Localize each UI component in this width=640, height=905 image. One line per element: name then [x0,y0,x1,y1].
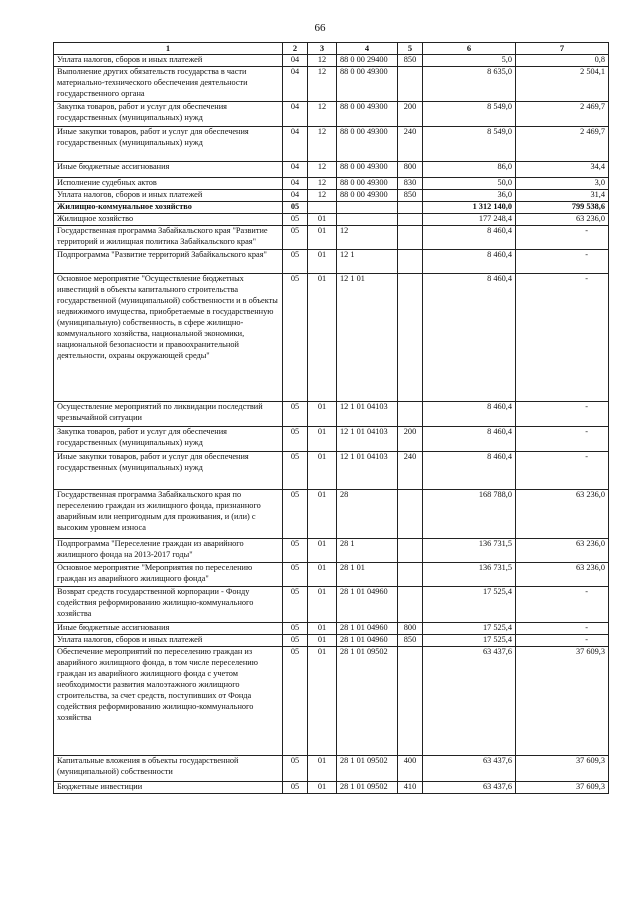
table-cell-7: 63 236,0 [516,539,609,563]
table-cell-5: 830 [398,178,423,190]
table-cell-5: 240 [398,452,423,490]
table-cell-1: Иные закупки товаров, работ и услуг для обеспечения государственных (муниципальных) нужд [54,452,283,490]
table-row [54,402,609,427]
table-cell-6: 8 460,4 [423,226,516,250]
table-cell-4: 88 0 00 49300 [337,67,398,102]
column-header: 4 [337,43,398,55]
table-cell-2: 04 [283,178,308,190]
table-cell-1: Государственная программа Забайкальского края "Развитие территорий и жилищная политика Забайкальского края" [54,226,283,250]
table-row [54,647,609,756]
table-cell-3: 12 [308,67,337,102]
table-row [54,178,609,190]
table-cell-2: 05 [283,647,308,756]
table-cell-1: Закупка товаров, работ и услуг для обеспечения государственных (муниципальных) нужд [54,102,283,127]
table-cell-6: 86,0 [423,162,516,178]
table-cell-2: 05 [283,226,308,250]
table-cell-2: 05 [283,427,308,452]
table-cell-4: 12 1 [337,250,398,274]
table-cell-2: 05 [283,402,308,427]
table-cell-4: 88 0 00 49300 [337,178,398,190]
table-row [54,623,609,635]
table-cell-7: 3,0 [516,178,609,190]
table-cell-3: 01 [308,756,337,782]
table-cell-5: 800 [398,623,423,635]
table-cell-7: 63 236,0 [516,214,609,226]
table-cell-3: 12 [308,178,337,190]
table-cell-4: 12 1 01 [337,274,398,402]
table-cell-6: 8 460,4 [423,452,516,490]
table-cell-1: Бюджетные инвестиции [54,782,283,794]
table-cell-6: 1 312 140,0 [423,202,516,214]
table-cell-4: 88 0 00 49300 [337,190,398,202]
table-cell-6: 63 437,6 [423,782,516,794]
table-cell-1: Осуществление мероприятий по ликвидации последствий чрезвычайной ситуации [54,402,283,427]
page-number: 66 [314,22,326,34]
table-cell-4: 28 1 01 09502 [337,756,398,782]
table-cell-7: - [516,250,609,274]
table-cell-4 [337,214,398,226]
table-cell-4: 12 1 01 04103 [337,402,398,427]
table-row [54,226,609,250]
table-cell-5 [398,647,423,756]
table-cell-1: Выполнение других обязательств государства в части материально-технического обеспечения деятельности государственного органа [54,67,283,102]
table-cell-6: 8 549,0 [423,102,516,127]
table-cell-6: 8 549,0 [423,127,516,162]
table-cell-5 [398,563,423,587]
table-cell-1: Основное мероприятие "Мероприятия по переселению граждан из аварийного жилищного фонда" [54,563,283,587]
table-cell-6: 177 248,4 [423,214,516,226]
table-cell-6: 17 525,4 [423,587,516,623]
budget-table [53,42,609,794]
table-cell-6: 50,0 [423,178,516,190]
table-row [54,635,609,647]
table-cell-1: Возврат средств государственной корпорации - Фонду содействия реформированию жилищно-коммунального хозяйства [54,587,283,623]
table-row [54,202,609,214]
table-cell-5: 800 [398,162,423,178]
table-cell-7: - [516,452,609,490]
table-cell-2: 04 [283,55,308,67]
table-cell-5 [398,250,423,274]
table-row [54,539,609,563]
table-cell-7: 799 538,6 [516,202,609,214]
table-cell-5 [398,202,423,214]
table-cell-4: 28 1 01 04960 [337,635,398,647]
table-cell-7: - [516,226,609,250]
table-row [54,452,609,490]
table-cell-7: 34,4 [516,162,609,178]
table-cell-3 [308,202,337,214]
column-header: 1 [54,43,283,55]
table-row [54,427,609,452]
table-cell-3: 01 [308,782,337,794]
table-cell-5: 850 [398,635,423,647]
table-cell-1: Уплата налогов, сборов и иных платежей [54,55,283,67]
table-row [54,782,609,794]
table-cell-6: 8 460,4 [423,274,516,402]
table-cell-1: Подпрограмма "Развитие территорий Забайкальского края" [54,250,283,274]
table-row [54,102,609,127]
table-cell-3: 01 [308,623,337,635]
table-cell-2: 04 [283,127,308,162]
table-cell-6: 8 460,4 [423,250,516,274]
table-cell-5 [398,274,423,402]
table-cell-3: 01 [308,427,337,452]
column-header: 7 [516,43,609,55]
table-cell-4: 12 [337,226,398,250]
column-header: 5 [398,43,423,55]
table-cell-1: Капитальные вложения в объекты государственной (муниципальной) собственности [54,756,283,782]
table-cell-2: 05 [283,274,308,402]
table-cell-2: 05 [283,623,308,635]
table-cell-6: 63 437,6 [423,647,516,756]
table-cell-4: 12 1 01 04103 [337,427,398,452]
table-cell-7: 37 609,3 [516,782,609,794]
table-row [54,214,609,226]
column-header: 2 [283,43,308,55]
table-cell-7: 31,4 [516,190,609,202]
table-cell-1: Основное мероприятие "Осуществление бюджетных инвестиций в объекты капитального строительства государственной (муниципальной) собственности и в объекты недвижимого имущества, приобретаемые в государственную (муниципальную) собственность, в сфере жилищно-коммунального хозяйства, национальной экономики, национальной безопасности и правоохранительной деятельности, охраны окружающей среды" [54,274,283,402]
table-cell-3: 01 [308,274,337,402]
table-cell-3: 01 [308,402,337,427]
table-cell-2: 04 [283,190,308,202]
table-cell-2: 05 [283,756,308,782]
table-cell-3: 12 [308,162,337,178]
table-row [54,67,609,102]
table-cell-2: 05 [283,782,308,794]
table-cell-6: 8 460,4 [423,427,516,452]
table-cell-5 [398,214,423,226]
table-cell-7: 2 469,7 [516,102,609,127]
table-cell-1: Подпрограмма "Переселение граждан из аварийного жилищного фонда на 2013-2017 годы" [54,539,283,563]
table-cell-6: 8 635,0 [423,67,516,102]
table-cell-2: 05 [283,250,308,274]
table-cell-1: Закупка товаров, работ и услуг для обеспечения государственных (муниципальных) нужд [54,427,283,452]
table-cell-4: 28 1 01 04960 [337,587,398,623]
table-cell-5 [398,67,423,102]
table-cell-6: 8 460,4 [423,402,516,427]
table-cell-5: 400 [398,756,423,782]
table-cell-2: 05 [283,539,308,563]
table-cell-3: 01 [308,226,337,250]
table-cell-6: 5,0 [423,55,516,67]
table-header-row [54,43,609,55]
table-row [54,55,609,67]
table-row [54,587,609,623]
table-cell-5: 410 [398,782,423,794]
table-cell-3: 12 [308,102,337,127]
table-cell-7: 63 236,0 [516,563,609,587]
table-cell-6: 36,0 [423,190,516,202]
table-cell-5: 200 [398,427,423,452]
table-row [54,127,609,162]
table-body [54,55,609,794]
table-cell-2: 04 [283,102,308,127]
table-cell-3: 01 [308,587,337,623]
table-cell-4: 28 1 01 [337,563,398,587]
table-row [54,250,609,274]
table-cell-7: - [516,402,609,427]
table-cell-4: 28 1 01 04960 [337,623,398,635]
table-cell-3: 01 [308,563,337,587]
table-cell-2: 05 [283,490,308,539]
table-cell-7: - [516,427,609,452]
table-cell-7: 63 236,0 [516,490,609,539]
table-cell-5 [398,539,423,563]
table-row [54,274,609,402]
table-cell-4: 28 1 01 09502 [337,782,398,794]
table-cell-3: 01 [308,539,337,563]
table-cell-3: 01 [308,250,337,274]
table-row [54,490,609,539]
table-cell-1: Исполнение судебных актов [54,178,283,190]
table-cell-4: 12 1 01 04103 [337,452,398,490]
table-cell-3: 01 [308,452,337,490]
table-cell-4: 28 [337,490,398,539]
table-cell-4 [337,202,398,214]
table-cell-1: Иные закупки товаров, работ и услуг для обеспечения государственных (муниципальных) нужд [54,127,283,162]
table-cell-1: Государственная программа Забайкальского края по переселению граждан из жилищного фонда, признанного аварийным или непригодным для проживания, и (или) с высоким уровнем износа [54,490,283,539]
table-cell-1: Уплата налогов, сборов и иных платежей [54,635,283,647]
table-row [54,162,609,178]
table-cell-2: 04 [283,67,308,102]
table-cell-3: 01 [308,214,337,226]
column-header: 6 [423,43,516,55]
column-header: 3 [308,43,337,55]
table-cell-7: 2 504,1 [516,67,609,102]
table-row [54,190,609,202]
table-cell-3: 12 [308,127,337,162]
table-cell-3: 01 [308,490,337,539]
table-cell-2: 05 [283,635,308,647]
table-cell-5 [398,490,423,539]
table-cell-6: 17 525,4 [423,623,516,635]
table-cell-4: 28 1 [337,539,398,563]
table-cell-2: 05 [283,563,308,587]
table-cell-3: 01 [308,647,337,756]
table-cell-7: 2 469,7 [516,127,609,162]
table-cell-4: 88 0 00 49300 [337,127,398,162]
table-cell-1: Жилищное хозяйство [54,214,283,226]
table-cell-1: Жилищно-коммунальное хозяйство [54,202,283,214]
table-cell-4: 88 0 00 49300 [337,102,398,127]
table-cell-5 [398,226,423,250]
table-cell-7: 37 609,3 [516,756,609,782]
table-cell-5: 200 [398,102,423,127]
table-cell-2: 05 [283,587,308,623]
table-cell-1: Уплата налогов, сборов и иных платежей [54,190,283,202]
table-cell-1: Иные бюджетные ассигнования [54,623,283,635]
table-cell-7: - [516,635,609,647]
table-row [54,563,609,587]
table-cell-4: 88 0 00 29400 [337,55,398,67]
table-cell-3: 01 [308,635,337,647]
table-cell-7: - [516,274,609,402]
table-cell-2: 05 [283,452,308,490]
table-cell-6: 63 437,6 [423,756,516,782]
table-cell-5 [398,402,423,427]
table-cell-7: 0,8 [516,55,609,67]
table-cell-2: 05 [283,214,308,226]
table-cell-1: Обеспечение мероприятий по переселению граждан из аварийного жилищного фонда, в том числе переселению граждан из аварийного жилищного фонда с учетом необходимости развития малоэтажного жилищного строительства, за счет средств, поступивших от Фонда содействия реформированию жилищно-коммунального хозяйства [54,647,283,756]
table-cell-7: - [516,587,609,623]
table-cell-5: 850 [398,55,423,67]
table-cell-5 [398,587,423,623]
table-cell-2: 05 [283,202,308,214]
table-cell-6: 136 731,5 [423,563,516,587]
table-cell-6: 168 788,0 [423,490,516,539]
table-cell-4: 88 0 00 49300 [337,162,398,178]
table-cell-7: 37 609,3 [516,647,609,756]
table-cell-5: 850 [398,190,423,202]
table-cell-3: 12 [308,190,337,202]
table-cell-1: Иные бюджетные ассигнования [54,162,283,178]
table-cell-6: 17 525,4 [423,635,516,647]
table-cell-2: 04 [283,162,308,178]
table-cell-5: 240 [398,127,423,162]
table-cell-4: 28 1 01 09502 [337,647,398,756]
table-cell-3: 12 [308,55,337,67]
table-row [54,756,609,782]
table-cell-7: - [516,623,609,635]
table-cell-6: 136 731,5 [423,539,516,563]
